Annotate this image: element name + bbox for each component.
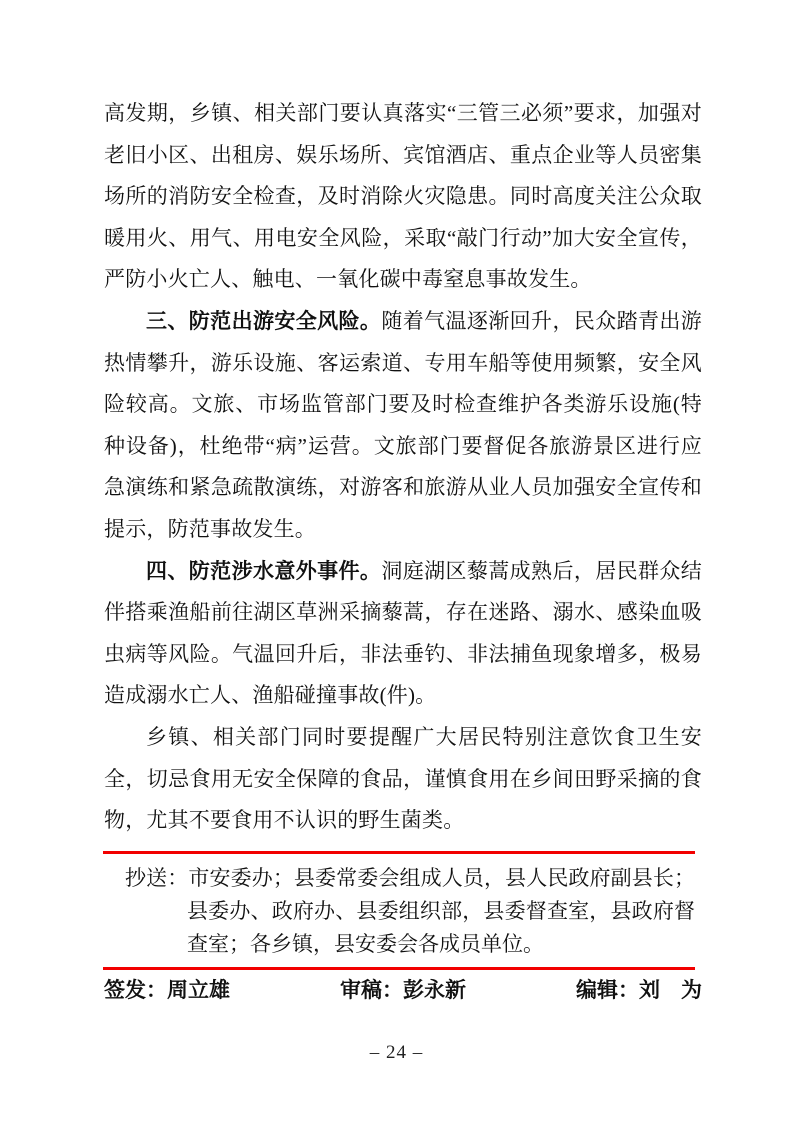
paragraph xyxy=(104,301,702,551)
page-number: – 24 – xyxy=(369,1042,424,1063)
editor-entry xyxy=(576,974,702,1004)
paragraph-text: 高发期，乡镇、相关部门要认真落实“三管三必须”要求，加强对老旧小区、出租房、娱乐场所、宾馆酒店、重点企业等人员密集场所的消防安全检查，及时消除火灾隐患。同时高度关注公众取暖用火、用气、用电安全风险，采取“敲门行动”加大安全宣传，严防小火亡人、触电、一氧化碳中毒窒息事故发生。 xyxy=(104,101,702,292)
reviewer-name: 彭永新 xyxy=(403,979,466,1002)
cc-line xyxy=(125,862,695,961)
cc-label: 抄送： xyxy=(125,866,189,890)
paragraph xyxy=(104,551,702,717)
cc-block xyxy=(103,851,695,970)
paragraph xyxy=(104,93,702,301)
paragraph-text: 随着气温逐渐回升，民众踏青出游热情攀升，游乐设施、客运索道、专用车船等使用频繁，安全风险较高。文旅、市场监管部门要及时检查维护各类游乐设施(特种设备)，杜绝带“病”运营。文旅部门要督促各旅游景区进行应急演练和紧急疏散演练，对游客和旅游从业人员加强安全宣传和提示，防范事故发生。 xyxy=(104,308,702,541)
reviewer-entry xyxy=(340,974,466,1004)
issuer-name: 周立雄 xyxy=(167,979,230,1002)
paragraph xyxy=(104,717,702,842)
editor-label: 编辑： xyxy=(576,979,639,1002)
paragraph-text: 乡镇、相关部门同时要提醒广大居民特别注意饮食卫生安全，切忌食用无安全保障的食品，谨慎食用在乡间田野采摘的食物，尤其不要食用不认识的野生菌类。 xyxy=(104,724,702,833)
issuer-label: 签发： xyxy=(104,979,167,1002)
colophon-row xyxy=(104,974,702,1004)
section-heading: 三、防范出游安全风险。 xyxy=(146,309,382,333)
editor-name: 刘 为 xyxy=(639,979,702,1002)
cc-content: 市安委办；县委常委会组成人员，县人民政府副县长；县委办、政府办、县委组织部，县委督查室，县政府督查室；各乡镇，县安委会各成员单位。 xyxy=(187,866,696,956)
section-heading: 四、防范涉水意外事件。 xyxy=(146,559,382,583)
issuer-entry xyxy=(104,974,230,1004)
paragraph-text: 洞庭湖区藜蒿成熟后，居民群众结伴搭乘渔船前往湖区草洲采摘藜蒿，存在迷路、溺水、感染血吸虫病等风险。气温回升后，非法垂钓、非法捕鱼现象增多，极易造成溺水亡人、渔船碰撞事故(件)。 xyxy=(104,558,702,708)
reviewer-label: 审稿： xyxy=(340,979,403,1002)
document-body xyxy=(104,93,702,842)
